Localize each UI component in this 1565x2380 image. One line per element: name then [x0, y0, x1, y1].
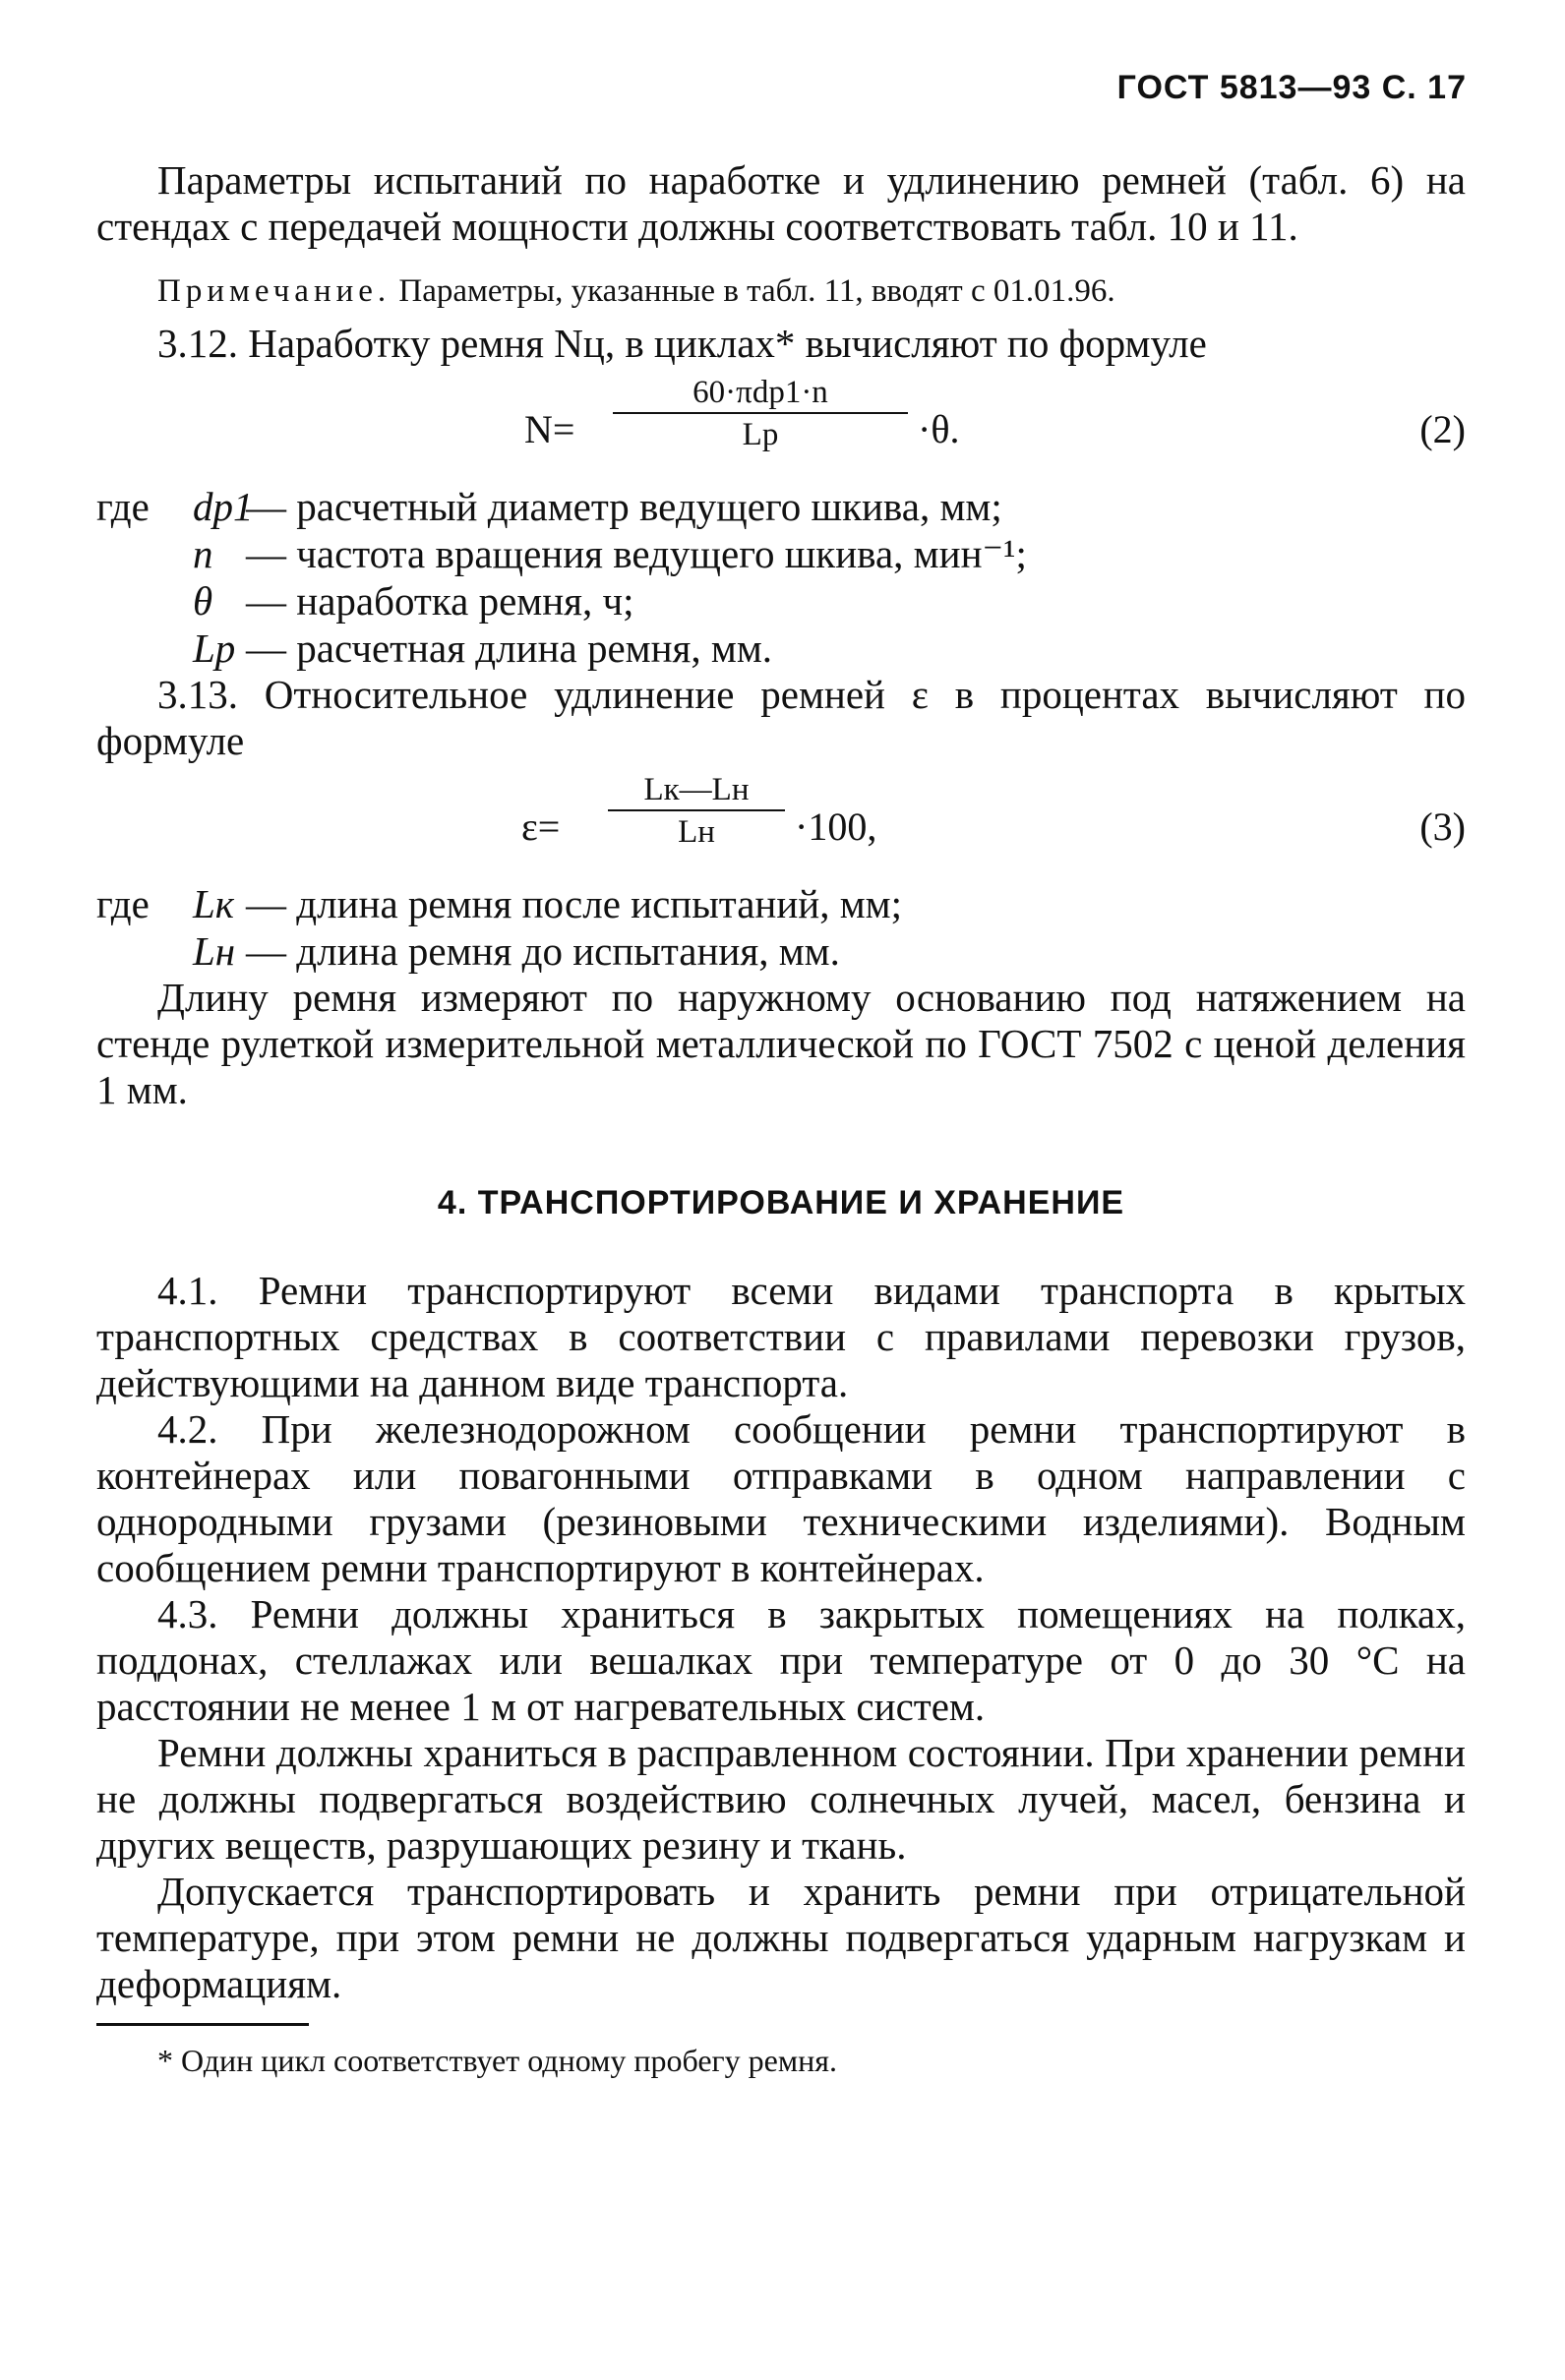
formula-2 [96, 373, 1466, 479]
paragraph-storage: Ремни должны храниться в расправленном состоянии. При хранении ремни не должны подвергаться воздействию солнечных лучей, масел, бензина и других веществ, разрушающих резину и ткань. [96, 1730, 1466, 1868]
definition-lead-word: где [96, 484, 150, 529]
document-body [96, 157, 1466, 2079]
definition-row [96, 625, 1466, 672]
note-label: Примечание. [157, 273, 391, 309]
definition-text: — длина ремня до испытания, мм. [246, 928, 840, 974]
formula-2-lhs: N= [524, 407, 575, 451]
paragraph-measurement: Длину ремня измеряют по наружному основанию под натяжением на стенде рулеткой измерительной металлической по ГОСТ 7502 с ценой деления 1 мм. [96, 975, 1466, 1112]
definition-text: — расчетная длина ремня, мм. [246, 625, 773, 671]
definition-symbol: n [193, 531, 213, 576]
formula-3-lhs: ε= [521, 804, 561, 849]
formula-3-rhs: ·100, [795, 804, 877, 849]
formula-3-denominator: Lн [678, 814, 715, 850]
definition-symbol: Lр [193, 625, 236, 671]
definition-symbol: θ [193, 578, 213, 624]
definition-text: — расчетный диаметр ведущего шкива, мм; [246, 484, 1002, 529]
definition-symbol: Lк [193, 881, 234, 926]
formula-2-definitions [96, 483, 1466, 672]
formula-2-rhs: ·θ. [918, 407, 960, 451]
formula-3-definitions [96, 880, 1466, 975]
footnote-rule [96, 2023, 309, 2026]
definition-text: — наработка ремня, ч; [246, 578, 634, 624]
definition-row [96, 880, 1466, 927]
definition-row [96, 483, 1466, 530]
formula-2-denominator: Lр [742, 417, 779, 452]
paragraph-negative-temperature: Допускается транспортировать и хранить ремни при отрицательной температуре, при этом ремни не должны подвергаться ударным нагрузкам и деформациям. [96, 1869, 1466, 2006]
formula-3-number: (3) [1419, 804, 1466, 849]
formula-2-number: (2) [1419, 407, 1466, 451]
definition-text: — длина ремня после испытаний, мм; [246, 881, 903, 926]
paragraph-3-12: 3.12. Наработку ремня Nц, в циклах* вычисляют по формуле [157, 321, 1207, 366]
paragraph-3-13: 3.13. Относительное удлинение ремней ε в процентах вычисляют по формуле [96, 672, 1466, 763]
definition-row [96, 577, 1466, 625]
note-text: Параметры, указанные в табл. 11, вводят с 01.01.96. [398, 273, 1115, 309]
note [157, 271, 1466, 311]
footnote: * Один цикл соответствует одному пробегу ремня. [157, 2043, 837, 2078]
formula-3-numerator: Lк—Lн [643, 772, 750, 807]
definition-row [96, 530, 1466, 577]
section-4-title: 4. ТРАНСПОРТИРОВАНИЕ И ХРАНЕНИЕ [437, 1184, 1125, 1221]
definition-text: — частота вращения ведущего шкива, мин⁻¹; [246, 531, 1027, 576]
page-header: ГОСТ 5813—93 С. 17 [1116, 69, 1467, 106]
paragraph-4-1: 4.1. Ремни транспортируют всеми видами транспорта в крытых транспортных средствах в соответствии с правилами перевозки грузов, действующими на данном виде транспорта. [96, 1268, 1466, 1405]
formula-2-fraction [613, 373, 908, 455]
definition-symbol: dр1 [193, 484, 254, 529]
formula-3 [96, 770, 1466, 876]
paragraph-4-3: 4.3. Ремни должны храниться в закрытых помещениях на полках, поддонах, стеллажах или вешалках при температуре от 0 до 30 °С на расстоянии не менее 1 м от нагревательных систем. [96, 1591, 1466, 1729]
paragraph-4-2: 4.2. При железнодорожном сообщении ремни транспортируют в контейнерах или повагонными отправками в одном направлении с однородными грузами (резиновыми техническими изделиями). Водным сообщением ремни транспортируют в контейнерах. [96, 1406, 1466, 1590]
formula-2-numerator: 60·πdр1·n [692, 375, 828, 410]
definition-row [96, 927, 1466, 975]
formula-3-fraction [608, 770, 785, 853]
definition-lead-word: где [96, 881, 150, 926]
definition-symbol: Lн [193, 928, 236, 974]
paragraph-test-parameters: Параметры испытаний по наработке и удлинению ремней (табл. 6) на стендах с передачей мощности должны соответствовать табл. 10 и 11. [96, 157, 1466, 249]
